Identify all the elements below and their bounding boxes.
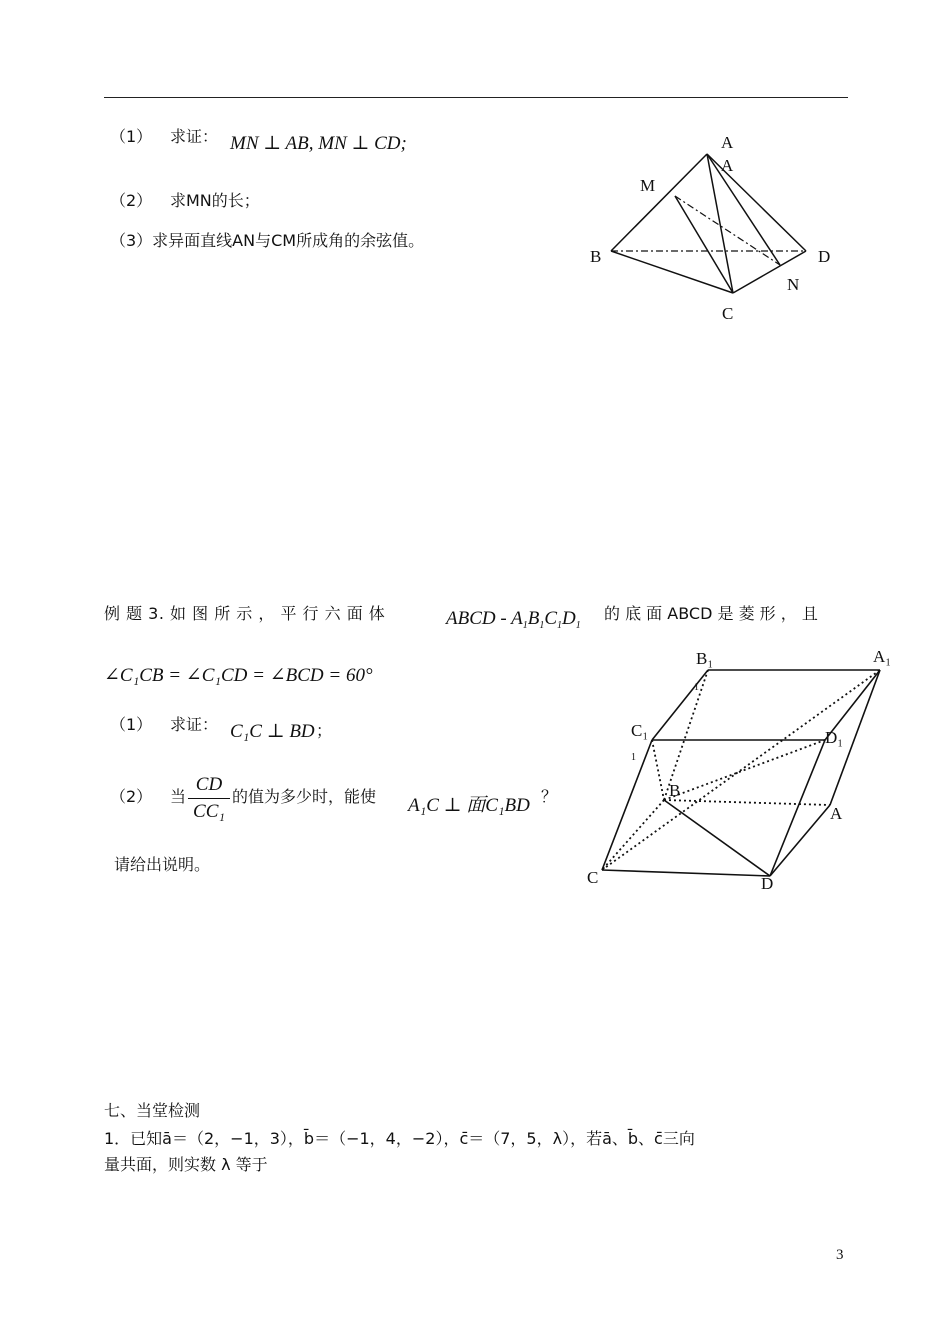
edge-C1C — [602, 740, 652, 870]
ex3-q2-math: A₁C ⊥ 面C₁BD — [408, 795, 530, 816]
label-A: A — [830, 804, 843, 823]
edge-B1C1 — [652, 670, 708, 740]
example3-intro: 例 题 3. 如 图 所 示 ， 平 行 六 面 体 — [104, 604, 386, 623]
label-stray-one-b: 1 — [631, 752, 636, 763]
q2-number: （2） — [110, 191, 153, 210]
label-stray-one-a: 1 — [694, 682, 699, 693]
solid-sub4: 1 — [575, 620, 581, 631]
label-C1: C₁ — [631, 721, 649, 740]
diag-CA1-hidden — [602, 670, 880, 870]
label-A: A — [721, 133, 734, 152]
fraction-numerator: CD — [195, 774, 223, 795]
label-B: B — [669, 781, 681, 800]
edge-CD — [602, 870, 770, 876]
q2-text: 求MN的长； — [170, 191, 260, 210]
example3-tail: 的 底 面 ABCD 是 菱 形 ， 且 — [604, 604, 818, 623]
edge-BC-hidden — [602, 800, 664, 870]
edge-DA — [770, 805, 830, 876]
solid-sub2: 1 — [539, 620, 545, 631]
ex3-q1-number: （1） — [110, 715, 153, 734]
ex3-q1-label: 求证： — [170, 715, 219, 734]
solid-sub3: 1 — [557, 620, 562, 631]
solid-b1: B — [527, 608, 540, 629]
edge-D1D — [770, 740, 825, 876]
q1-label: 求证： — [170, 127, 219, 146]
page-number: 3 — [836, 1247, 844, 1263]
section7-q1-line2: 量共面，则实数 λ 等于 — [104, 1155, 268, 1174]
segment-BD1-hidden — [664, 740, 825, 800]
ex3-q1-math: C₁C ⊥ BD — [230, 721, 315, 742]
ex3-q2-number: （2） — [110, 787, 153, 806]
q3-text: （3）求异面直线AN与CM所成角的余弦值。 — [110, 231, 425, 250]
solid-base: ABCD - A — [446, 608, 523, 629]
label-A-second: A — [721, 156, 734, 175]
fraction-denominator: CC₁ — [193, 801, 225, 822]
ex3-q2-end: ？ — [541, 787, 558, 806]
edge-BA-hidden — [664, 800, 830, 805]
label-D: D — [761, 874, 774, 893]
label-N: N — [787, 275, 800, 294]
solid-c1: C — [544, 608, 557, 629]
solid-sub1: 1 — [522, 620, 528, 631]
label-D1: D₁ — [825, 728, 844, 747]
label-B: B — [590, 247, 602, 266]
ex3-q2-mid: 的值为多少时，能使 — [232, 787, 377, 806]
angle-condition: ∠C₁CB = ∠C₁CD = ∠BCD = 60° — [104, 665, 373, 686]
ex3-explain: 请给出说明。 — [114, 855, 211, 874]
solid-d1: D — [562, 608, 576, 629]
label-C: C — [722, 304, 734, 323]
label-C: C — [587, 868, 599, 887]
section7-q1-line1: 1．已知ā＝（2，−1，3），b̄＝（−1，4，−2），c̄＝（7，5，λ），若ā、b̄、c̄三向 — [104, 1129, 695, 1148]
section7-title: 七、当堂检测 — [104, 1101, 201, 1120]
label-A1: A₁ — [873, 647, 892, 666]
label-B1: B₁ — [696, 649, 714, 668]
q1-number: （1） — [110, 127, 153, 146]
label-M: M — [640, 176, 656, 195]
diag-BD — [664, 800, 770, 876]
segment-C1B-hidden — [652, 740, 664, 800]
ex3-q1-end: ； — [316, 721, 333, 740]
q1-math: MN ⊥ AB, MN ⊥ CD; — [230, 133, 407, 154]
label-D: D — [818, 247, 831, 266]
ex3-q2-when: 当 — [170, 787, 187, 806]
